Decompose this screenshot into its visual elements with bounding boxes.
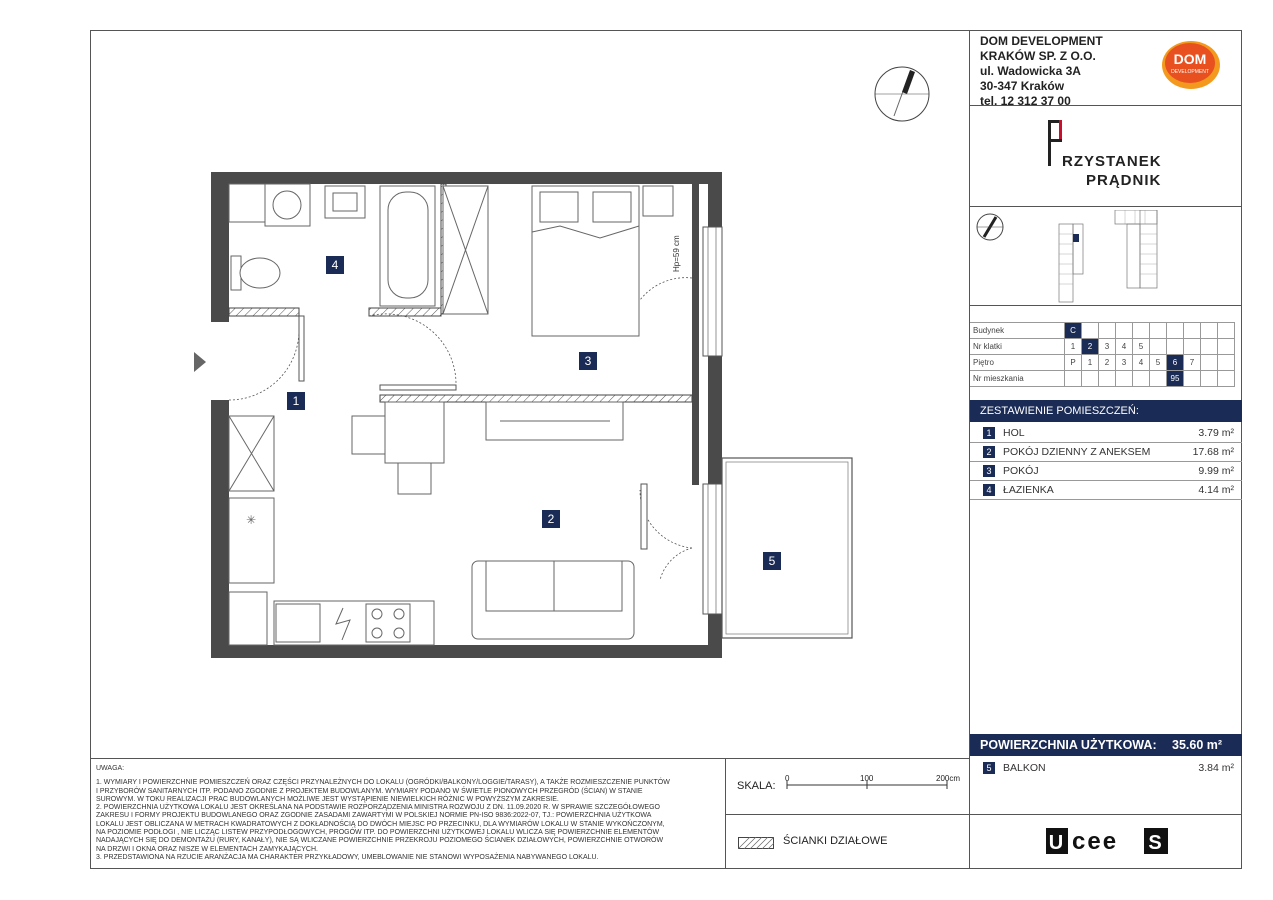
room-label-5: 5 bbox=[763, 552, 781, 570]
info-cell: P bbox=[1065, 355, 1082, 371]
room-row bbox=[970, 443, 1242, 462]
room-row bbox=[970, 481, 1242, 500]
balcony-row bbox=[970, 759, 1242, 777]
info-cell bbox=[1201, 371, 1218, 387]
info-cell: 2 bbox=[1099, 355, 1116, 371]
floor-plan bbox=[180, 160, 880, 675]
note-line: LOKALU JEST OBLICZANA W METRACH KWADRATOWYCH Z DOKŁADNOŚCIĄ DO DWÓCH MIEJSC PO PRZECINKU, DLA WYMIARÓW LOKALU W STANIE WYKOŃCZONYM, bbox=[96, 820, 665, 828]
info-cell bbox=[1099, 323, 1116, 339]
info-cell bbox=[1184, 371, 1201, 387]
room-area: 17.68 m² bbox=[1192, 446, 1234, 458]
info-cell bbox=[1184, 339, 1201, 355]
logo-dom-sub: DEVELOPMENT bbox=[1171, 69, 1209, 75]
room-label-1: 1 bbox=[287, 392, 305, 410]
balcony-area: 3.84 m² bbox=[1198, 762, 1234, 774]
info-cell bbox=[1082, 371, 1099, 387]
partition-legend-label: ŚCIANKI DZIAŁOWE bbox=[783, 835, 888, 847]
info-row-label: Nr klatki bbox=[970, 339, 1065, 355]
room-name: HOL bbox=[1003, 427, 1025, 439]
note-line: I PRZYBORÓW SANITARNYCH ITP. PODANO ZGODNIE Z PROJEKTEM BUDOWLANYM. WYMIARY PODANO W ŚWIETLE PIONOWYCH PRZEGRÓD (ŚCIAN) W STANIE bbox=[96, 787, 643, 795]
info-row bbox=[970, 371, 1235, 387]
apartment-info-table bbox=[970, 322, 1235, 387]
scale-label: SKALA: bbox=[737, 780, 776, 792]
info-cell bbox=[1150, 323, 1167, 339]
info-cell bbox=[1201, 323, 1218, 339]
room-num: 3 bbox=[983, 465, 995, 477]
info-cell bbox=[1150, 339, 1167, 355]
footer-divider bbox=[969, 814, 1242, 815]
info-cell: 4 bbox=[1133, 355, 1150, 371]
balcony-num: 5 bbox=[983, 762, 995, 774]
scale-tick-0: 0 bbox=[785, 774, 790, 783]
rooms-header bbox=[970, 400, 1242, 422]
info-row bbox=[970, 339, 1235, 355]
info-cell: 5 bbox=[1133, 339, 1150, 355]
info-cell bbox=[1167, 339, 1184, 355]
room-area: 4.14 m² bbox=[1198, 484, 1234, 496]
info-cell bbox=[1082, 323, 1099, 339]
plan-bottom-divider bbox=[90, 758, 969, 759]
info-cell: 4 bbox=[1116, 339, 1133, 355]
info-cell: 3 bbox=[1099, 339, 1116, 355]
room-area: 3.79 m² bbox=[1198, 427, 1234, 439]
info-cell bbox=[1099, 371, 1116, 387]
info-cell bbox=[1133, 371, 1150, 387]
room-label-4: 4 bbox=[326, 256, 344, 274]
scale-tick-200: 200cm bbox=[936, 774, 961, 783]
company-phone: tel. 12 312 37 00 bbox=[980, 94, 1071, 108]
info-cell bbox=[1167, 323, 1184, 339]
rooms-header-text: ZESTAWIENIE POMIESZCZEŃ: bbox=[980, 405, 1139, 417]
note-line: ZAKRESU I FORMY PROJEKTU BUDOWLANEGO ORAZ ZGODNIE ZASADAMI ZAWARTYMI W POLSKIEJ NORMIE PN-ISO 9836:2022-07, TJ.: POWIERZCHNIA UŻYTKOWA bbox=[96, 812, 652, 820]
svg-text:U: U bbox=[1048, 832, 1066, 854]
project-name-1: RZYSTANEK bbox=[1062, 153, 1162, 170]
info-row bbox=[970, 355, 1235, 371]
info-cell: 6 bbox=[1167, 355, 1184, 371]
company-name-2: KRAKÓW SP. Z O.O. bbox=[980, 49, 1096, 63]
usable-area-value: 35.60 m² bbox=[1172, 738, 1223, 752]
info-row-label: Nr mieszkania bbox=[970, 371, 1065, 387]
info-cell bbox=[1116, 323, 1133, 339]
svg-text:✳: ✳ bbox=[245, 513, 257, 527]
info-cell: 95 bbox=[1167, 371, 1184, 387]
info-cell bbox=[1218, 355, 1235, 371]
info-cell bbox=[1065, 371, 1082, 387]
info-cell bbox=[1218, 371, 1235, 387]
info-row-label: Piętro bbox=[970, 355, 1065, 371]
info-cell: 1 bbox=[1065, 339, 1082, 355]
info-cell bbox=[1116, 371, 1133, 387]
scale-tick-100: 100 bbox=[860, 774, 874, 783]
notes-title: UWAGA: bbox=[96, 765, 125, 772]
przystanek-pradnik-logo bbox=[1048, 120, 1062, 173]
company-city: 30-347 Kraków bbox=[980, 79, 1065, 93]
info-row bbox=[970, 323, 1235, 339]
room-row bbox=[970, 462, 1242, 481]
note-line: NADAJĄCYCH SIĘ DO DEMONTAŻU (RURY, KANAŁY), NIE SĄ WLICZANE POWIERZCHNIE PRZEKROJU POZIOMEGO ŚCIANEK DZIAŁOWYCH, POWIERZCHNIE OTWORÓW bbox=[96, 837, 664, 845]
info-cell: 3 bbox=[1116, 355, 1133, 371]
company-name-1: DOM DEVELOPMENT bbox=[980, 34, 1103, 48]
room-num: 2 bbox=[983, 446, 995, 458]
note-line: 1. WYMIARY I POWIERZCHNIE POMIESZCZEŃ ORAZ CZĘŚCI PRZYNALEŻNYCH DO LOKALU (OGRÓDKI/BALKONY/LOGGIE/TARASY), A TAKŻE ROZMIESZCZENIE PUNKTÓW bbox=[96, 779, 670, 787]
info-cell bbox=[1133, 323, 1150, 339]
info-cell bbox=[1184, 323, 1201, 339]
room-label-2: 2 bbox=[542, 510, 560, 528]
room-num: 1 bbox=[983, 427, 995, 439]
company-block bbox=[980, 34, 1103, 109]
room-name: POKÓJ bbox=[1003, 465, 1039, 477]
svg-text:cee: cee bbox=[1072, 828, 1119, 855]
note-line: 2. POWIERZCHNIA UŻYTKOWA LOKALU JEST OKREŚLANA NA PODSTAWIE ROZPORZĄDZENIA MINISTRA ROZWOJU Z DN. 11.09.2020 R. W SPRAWIE SZCZEGÓŁOWEGO bbox=[96, 804, 660, 812]
note-line: SUROWYM. W TOKU REALIZACJI PRAC BUDOWLANYCH MOŻLIWE JEST WYSTĄPIENIE NIEWIELKICH RÓŻNIC W POWYŻSZYM ZAKRESIE. bbox=[96, 795, 559, 803]
info-cell: 2 bbox=[1082, 339, 1099, 355]
brand-divider bbox=[969, 206, 1242, 207]
room-area: 9.99 m² bbox=[1198, 465, 1234, 477]
info-cell bbox=[1218, 323, 1235, 339]
keyplan bbox=[975, 210, 1175, 310]
north-arrow-icon bbox=[872, 64, 932, 129]
usable-area-bar bbox=[970, 734, 1242, 756]
note-line: NA DRZWI I OKNA ORAZ NISZE W ELEMENTACH ZAMYKAJĄCYCH. bbox=[96, 845, 318, 853]
info-row-label: Budynek bbox=[970, 323, 1065, 339]
logo-dom-text: DOM bbox=[1173, 51, 1207, 67]
notes-block bbox=[96, 765, 716, 862]
balcony-name: BALKON bbox=[1003, 762, 1046, 774]
svg-text:S: S bbox=[1148, 832, 1164, 854]
project-name-2: PRĄDNIK bbox=[1086, 172, 1162, 189]
scale-legend-divider bbox=[725, 814, 969, 815]
room-label-3: 3 bbox=[579, 352, 597, 370]
ucees-logo bbox=[1046, 826, 1171, 863]
room-row bbox=[970, 424, 1242, 443]
info-cell: 7 bbox=[1184, 355, 1201, 371]
info-cell bbox=[1150, 371, 1167, 387]
room-name: ŁAZIENKA bbox=[1003, 484, 1054, 496]
company-street: ul. Wadowicka 3A bbox=[980, 64, 1081, 78]
info-cell bbox=[1201, 339, 1218, 355]
partition-legend-swatch bbox=[738, 836, 774, 854]
info-cell bbox=[1218, 339, 1235, 355]
room-num: 4 bbox=[983, 484, 995, 496]
usable-area-label: POWIERZCHNIA UŻYTKOWA: bbox=[980, 738, 1157, 752]
room-name: POKÓJ DZIENNY Z ANEKSEM bbox=[1003, 446, 1151, 458]
info-cell bbox=[1201, 355, 1218, 371]
info-cell: 1 bbox=[1082, 355, 1099, 371]
window-height-note: Hp=59 cm bbox=[672, 235, 681, 272]
note-line: NA POZIOMIE PODŁOGI , NIE LICZĄC LISTEW PRZYPODŁOGOWYCH, PROGÓW ITP. DO POWIERZCHNI UŻYTKOWEJ LOKALU WLICZA SIĘ POWIERZCHNIE ELEMENTÓW bbox=[96, 829, 660, 837]
info-cell: C bbox=[1065, 323, 1082, 339]
dom-development-logo bbox=[1160, 38, 1222, 90]
info-cell: 5 bbox=[1150, 355, 1167, 371]
note-line: 3. PRZEDSTAWIONA NA RZUCIE ARANŻACJA MA CHARAKTER PRZYKŁADOWY, UMEBLOWANIE NIE STANOWI WYPOSAŻENIA NABYWANEGO LOKALU. bbox=[96, 853, 599, 861]
